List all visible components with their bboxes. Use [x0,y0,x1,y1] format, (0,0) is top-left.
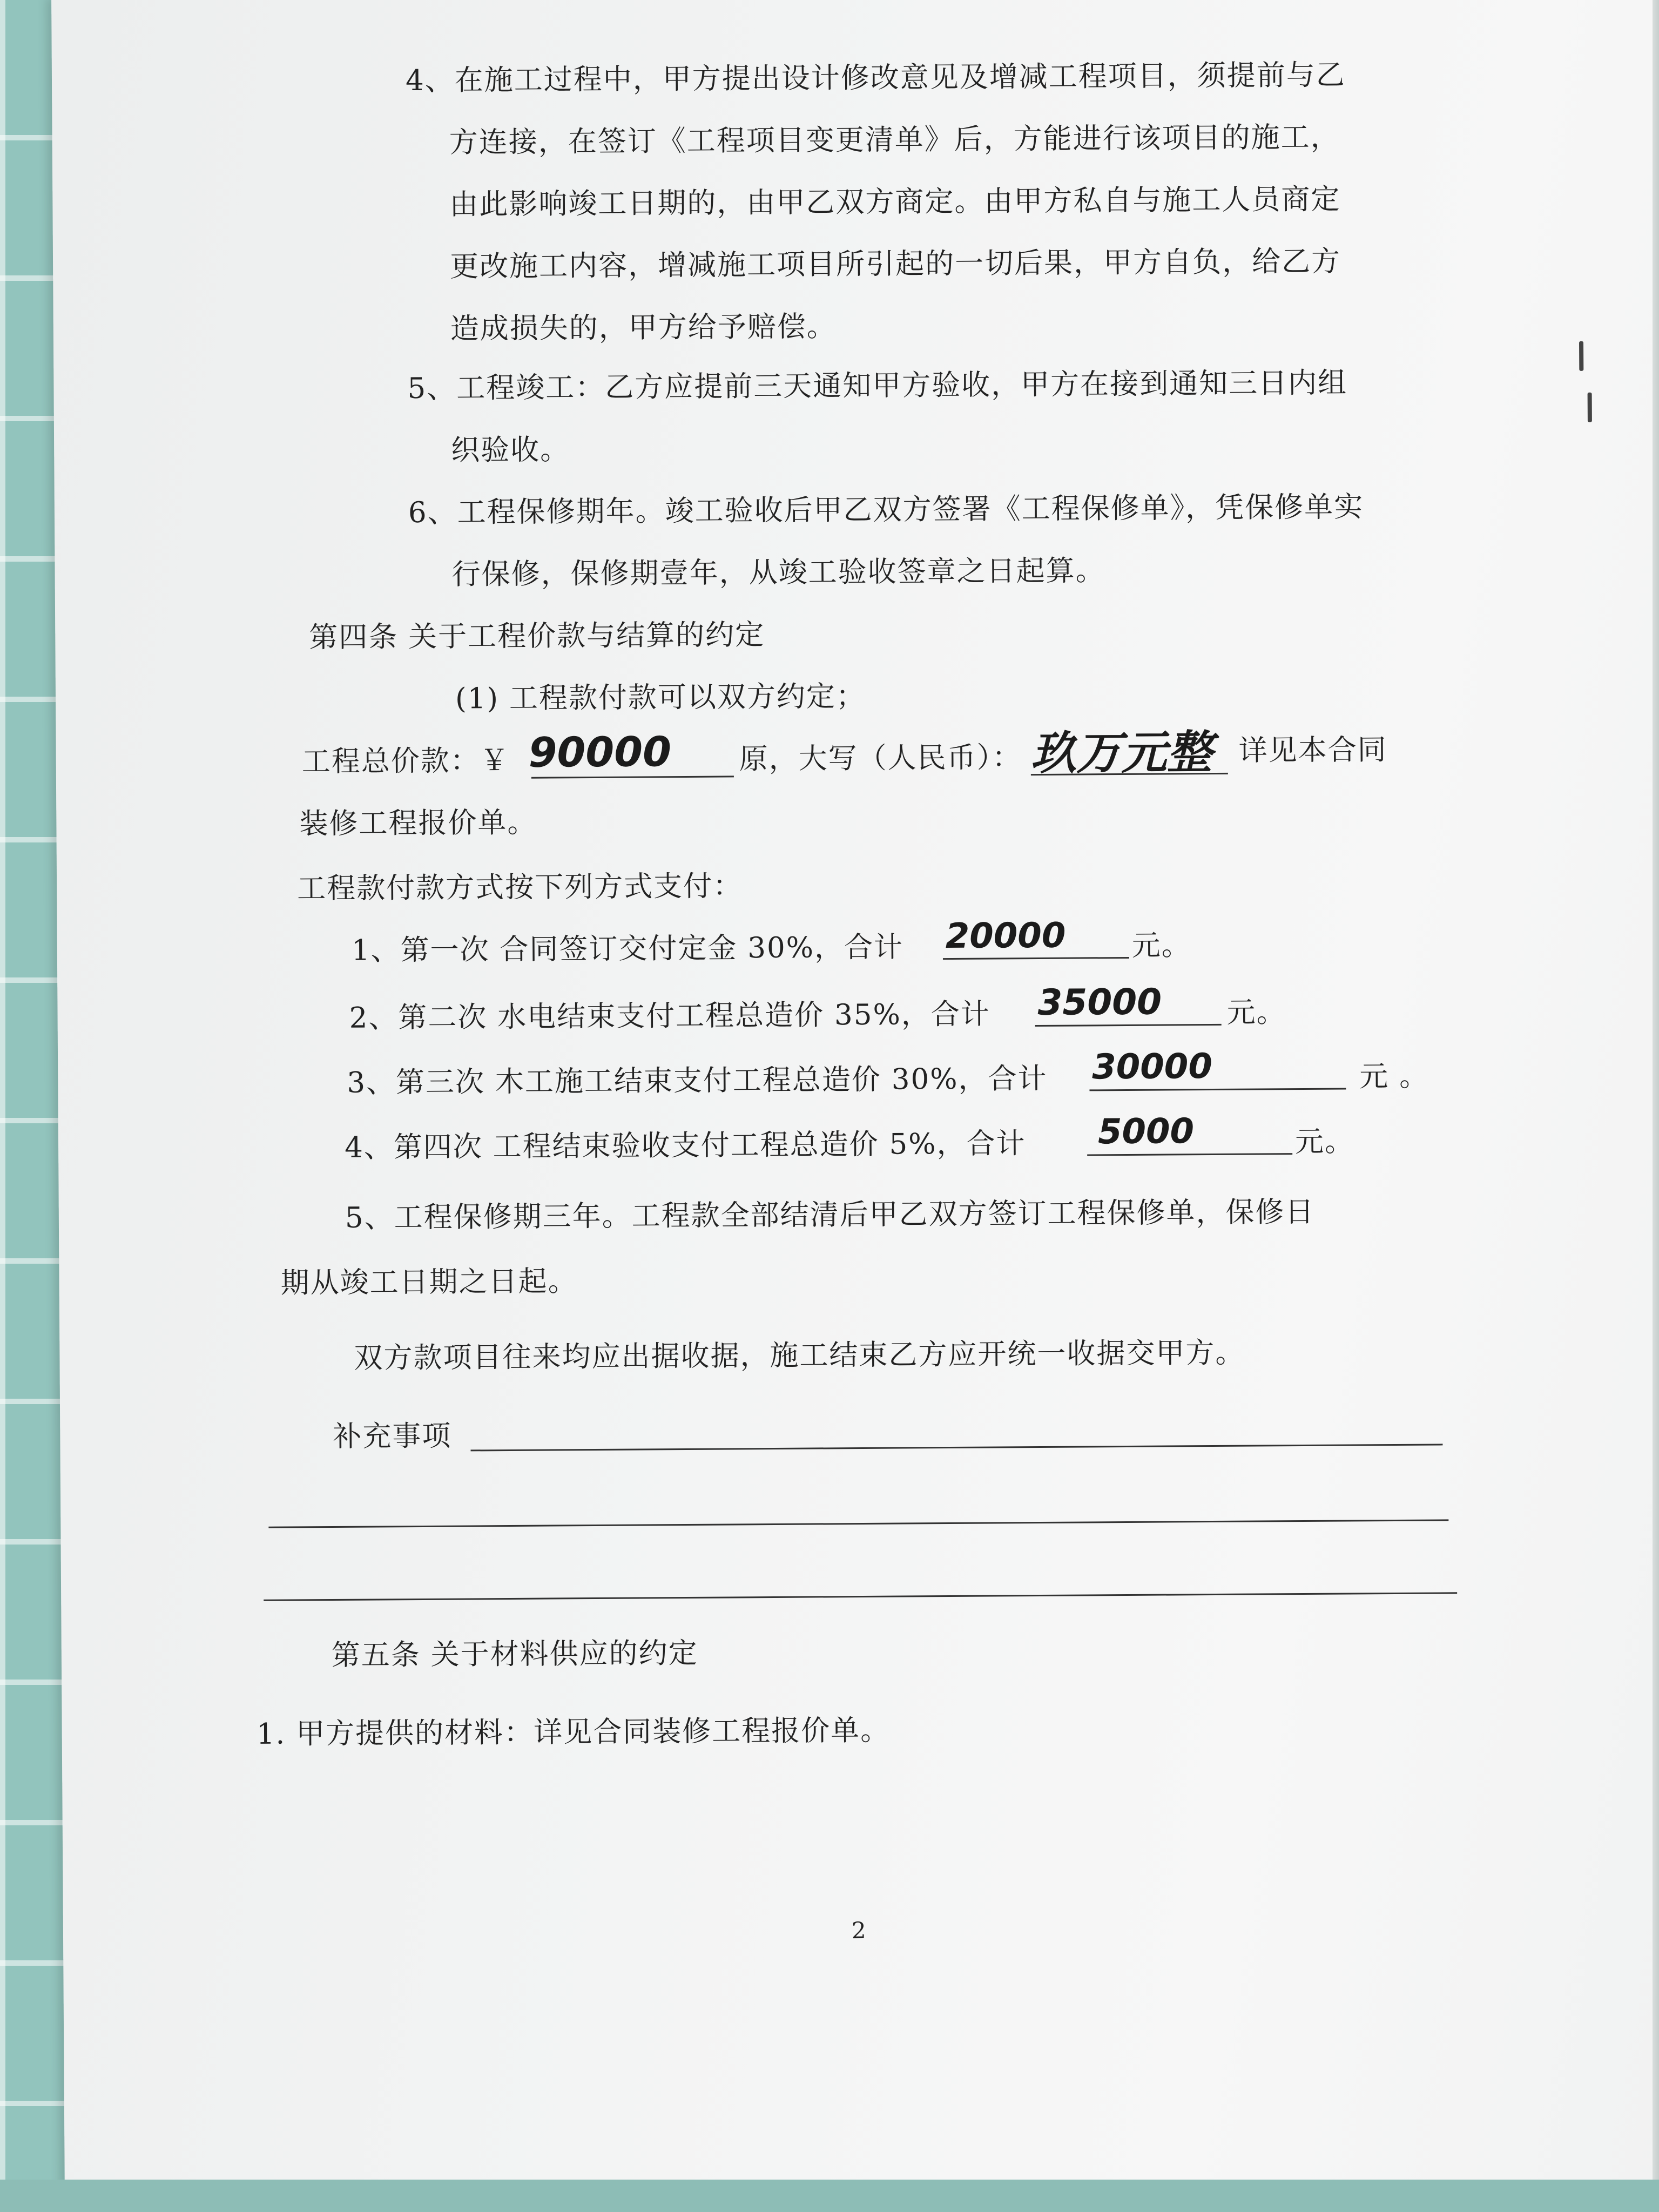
article5-item1: 1. 甲方提供的材料：详见合同装修工程报价单。 [256,1714,891,1751]
supplement-blank-3 [264,1592,1457,1601]
payment-2-text: 2、第二次 水电结束支付工程总造价 35%，合计 [349,997,991,1035]
payment-4-amount: 5000 [1097,1111,1195,1152]
payment-4-text: 4、第四次 工程结束验收支付工程总造价 5%，合计 [344,1127,1026,1164]
payment-4-unit: 元。 [1294,1125,1355,1159]
total-price-line2: 装修工程报价单。 [299,806,537,841]
total-words-handwritten: 玖万元整 [1030,725,1212,780]
payment-intro: 工程款付款方式按下列方式支付： [296,869,743,906]
clause4-line1: 4、在施工过程中，甲方提出设计修改意见及增减工程项目，须提前与乙 [405,58,1346,98]
payment-3-amount: 30000 [1091,1047,1213,1088]
total-price-handwritten: 90000 [528,727,672,777]
supplement-label: 补充事项 [333,1419,452,1453]
payment-1-underline [943,957,1129,960]
clause4-line3: 由此影响竣工日期的，由甲乙双方商定。由甲方私自与施工人员商定 [449,183,1341,221]
warranty-line2: 期从竣工日期之日起。 [280,1265,578,1300]
clause6-line2: 行保修，保修期壹年，从竣工验收签章之日起算。 [451,554,1105,591]
payment-3-text: 3、第三次 木工施工结束支付工程总造价 30%，合计 [347,1062,1048,1100]
paper-edge [1653,0,1659,2212]
payment-1-text: 1、第一次 合同签订交付定金 30%，合计 [351,930,904,967]
article4-item1: (1) 工程款付款可以双方约定； [455,679,866,716]
supplement-blank-1 [471,1444,1443,1451]
edge-mark-1 [1579,341,1583,371]
total-price-suffix: 详见本合同 [1238,733,1387,767]
payment-1-unit: 元。 [1131,929,1192,962]
payment-3-underline [1089,1088,1346,1091]
clause4-line4: 更改施工内容，增减施工项目所引起的一切后果，甲方自负，给乙方 [449,245,1341,284]
payment-2-amount: 35000 [1037,981,1162,1023]
clause4-line5: 造成损失的，甲方给予赔偿。 [450,310,837,346]
clause5-line1: 5、工程竣工：乙方应提前三天通知甲方验收，甲方在接到通知三日内组 [407,366,1348,406]
total-price-middle: 原，大写（人民币）： [739,741,1022,776]
article5-heading: 第五条 关于材料供应的约定 [331,1636,698,1673]
total-price-prefix: 工程总价款：￥ [301,744,510,779]
contract-page [51,0,1659,2197]
clause5-line2: 织验收。 [451,433,570,467]
supplement-blank-2 [268,1519,1448,1528]
payment-2-underline [1035,1024,1222,1027]
tile-bottom [0,2180,1659,2212]
page-number: 2 [851,1917,866,1944]
clause4-line2: 方连接，在签订《工程项目变更清单》后，方能进行该项目的施工， [449,120,1340,159]
warranty-line1: 5、工程保修期三年。工程款全部结清后甲乙双方签订工程保修单，保修日 [345,1195,1315,1235]
edge-mark-2 [1588,393,1592,422]
receipt-clause: 双方款项目往来均应出据收据，施工结束乙方应开统一收据交甲方。 [354,1336,1245,1375]
clause6-line1: 6、工程保修期年。竣工验收后甲乙双方签署《工程保修单》，凭保修单实 [408,490,1364,530]
article4-heading: 第四条 关于工程价款与结算的约定 [309,618,765,655]
payment-1-amount: 20000 [945,915,1066,957]
payment-2-unit: 元。 [1226,996,1286,1029]
payment-4-underline [1087,1153,1292,1156]
payment-3-unit: 元 。 [1359,1060,1429,1094]
